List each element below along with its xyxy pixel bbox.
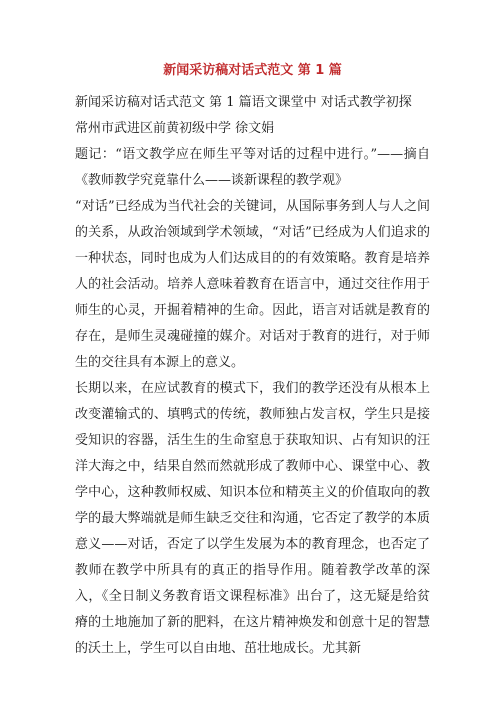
- paragraph-dialogue: “对话”已经成为当代社会的关键词，从国际事务到人与人之间的关系，从政治领域到学术领域，“对话”已经成为人们追求的一种状态，同时也成为人们达成目的的有效策略。教育是培养人的社会活动。培养人意味着教育在语言中，通过交往作用于师生的心灵，开掘着精神的生命。因此，语言对话就是教育的存在，是师生灵魂碰撞的媒介。对话对于教育的进行，对于师生的交往具有本源上的意义。: [75, 199, 430, 370]
- paragraph-course-title: 新闻采访稿对话式范文 第 1 篇语文课堂中 对话式教学初探: [75, 95, 412, 110]
- paragraph-epigraph: 题记：“语文教学应在师生平等对话的过程中进行。”——摘自《教师教学究竟靠什么——谈新课程的教学观》: [75, 147, 430, 188]
- document-body: [75, 90, 430, 662]
- paragraph-author: 常州市武进区前黄初级中学 徐文娟: [75, 121, 275, 136]
- document-title: 新闻采访稿对话式范文 第 1 篇: [163, 63, 342, 78]
- paragraph-traditional-teaching: 长期以来，在应试教育的模式下，我们的教学还没有从根本上改变灌输式的、填鸭式的传统，教师独占发言权，学生只是接受知识的容器，活生生的生命窒息于获取知识、占有知识的汪洋大海之中，结果自然而然就形成了教师中心、课堂中心、教学中心，这种教师权威、知识本位和精英主义的价值取向的教学的最大弊端就是师生缺乏交往和沟通，它否定了教学的本质意义——对话，否定了以学生发展为本的教育理念，也否定了教师在教学中所具有的真正的指导作用。随着教学改革的深入，《全日制义务教育语文课程标准》出台了，这无疑是给贫瘠的土地施加了新的肥料，在这片精神焕发和创意十足的智慧的沃土上，学生可以自由地、茁壮地成长。尤其新: [75, 381, 430, 656]
